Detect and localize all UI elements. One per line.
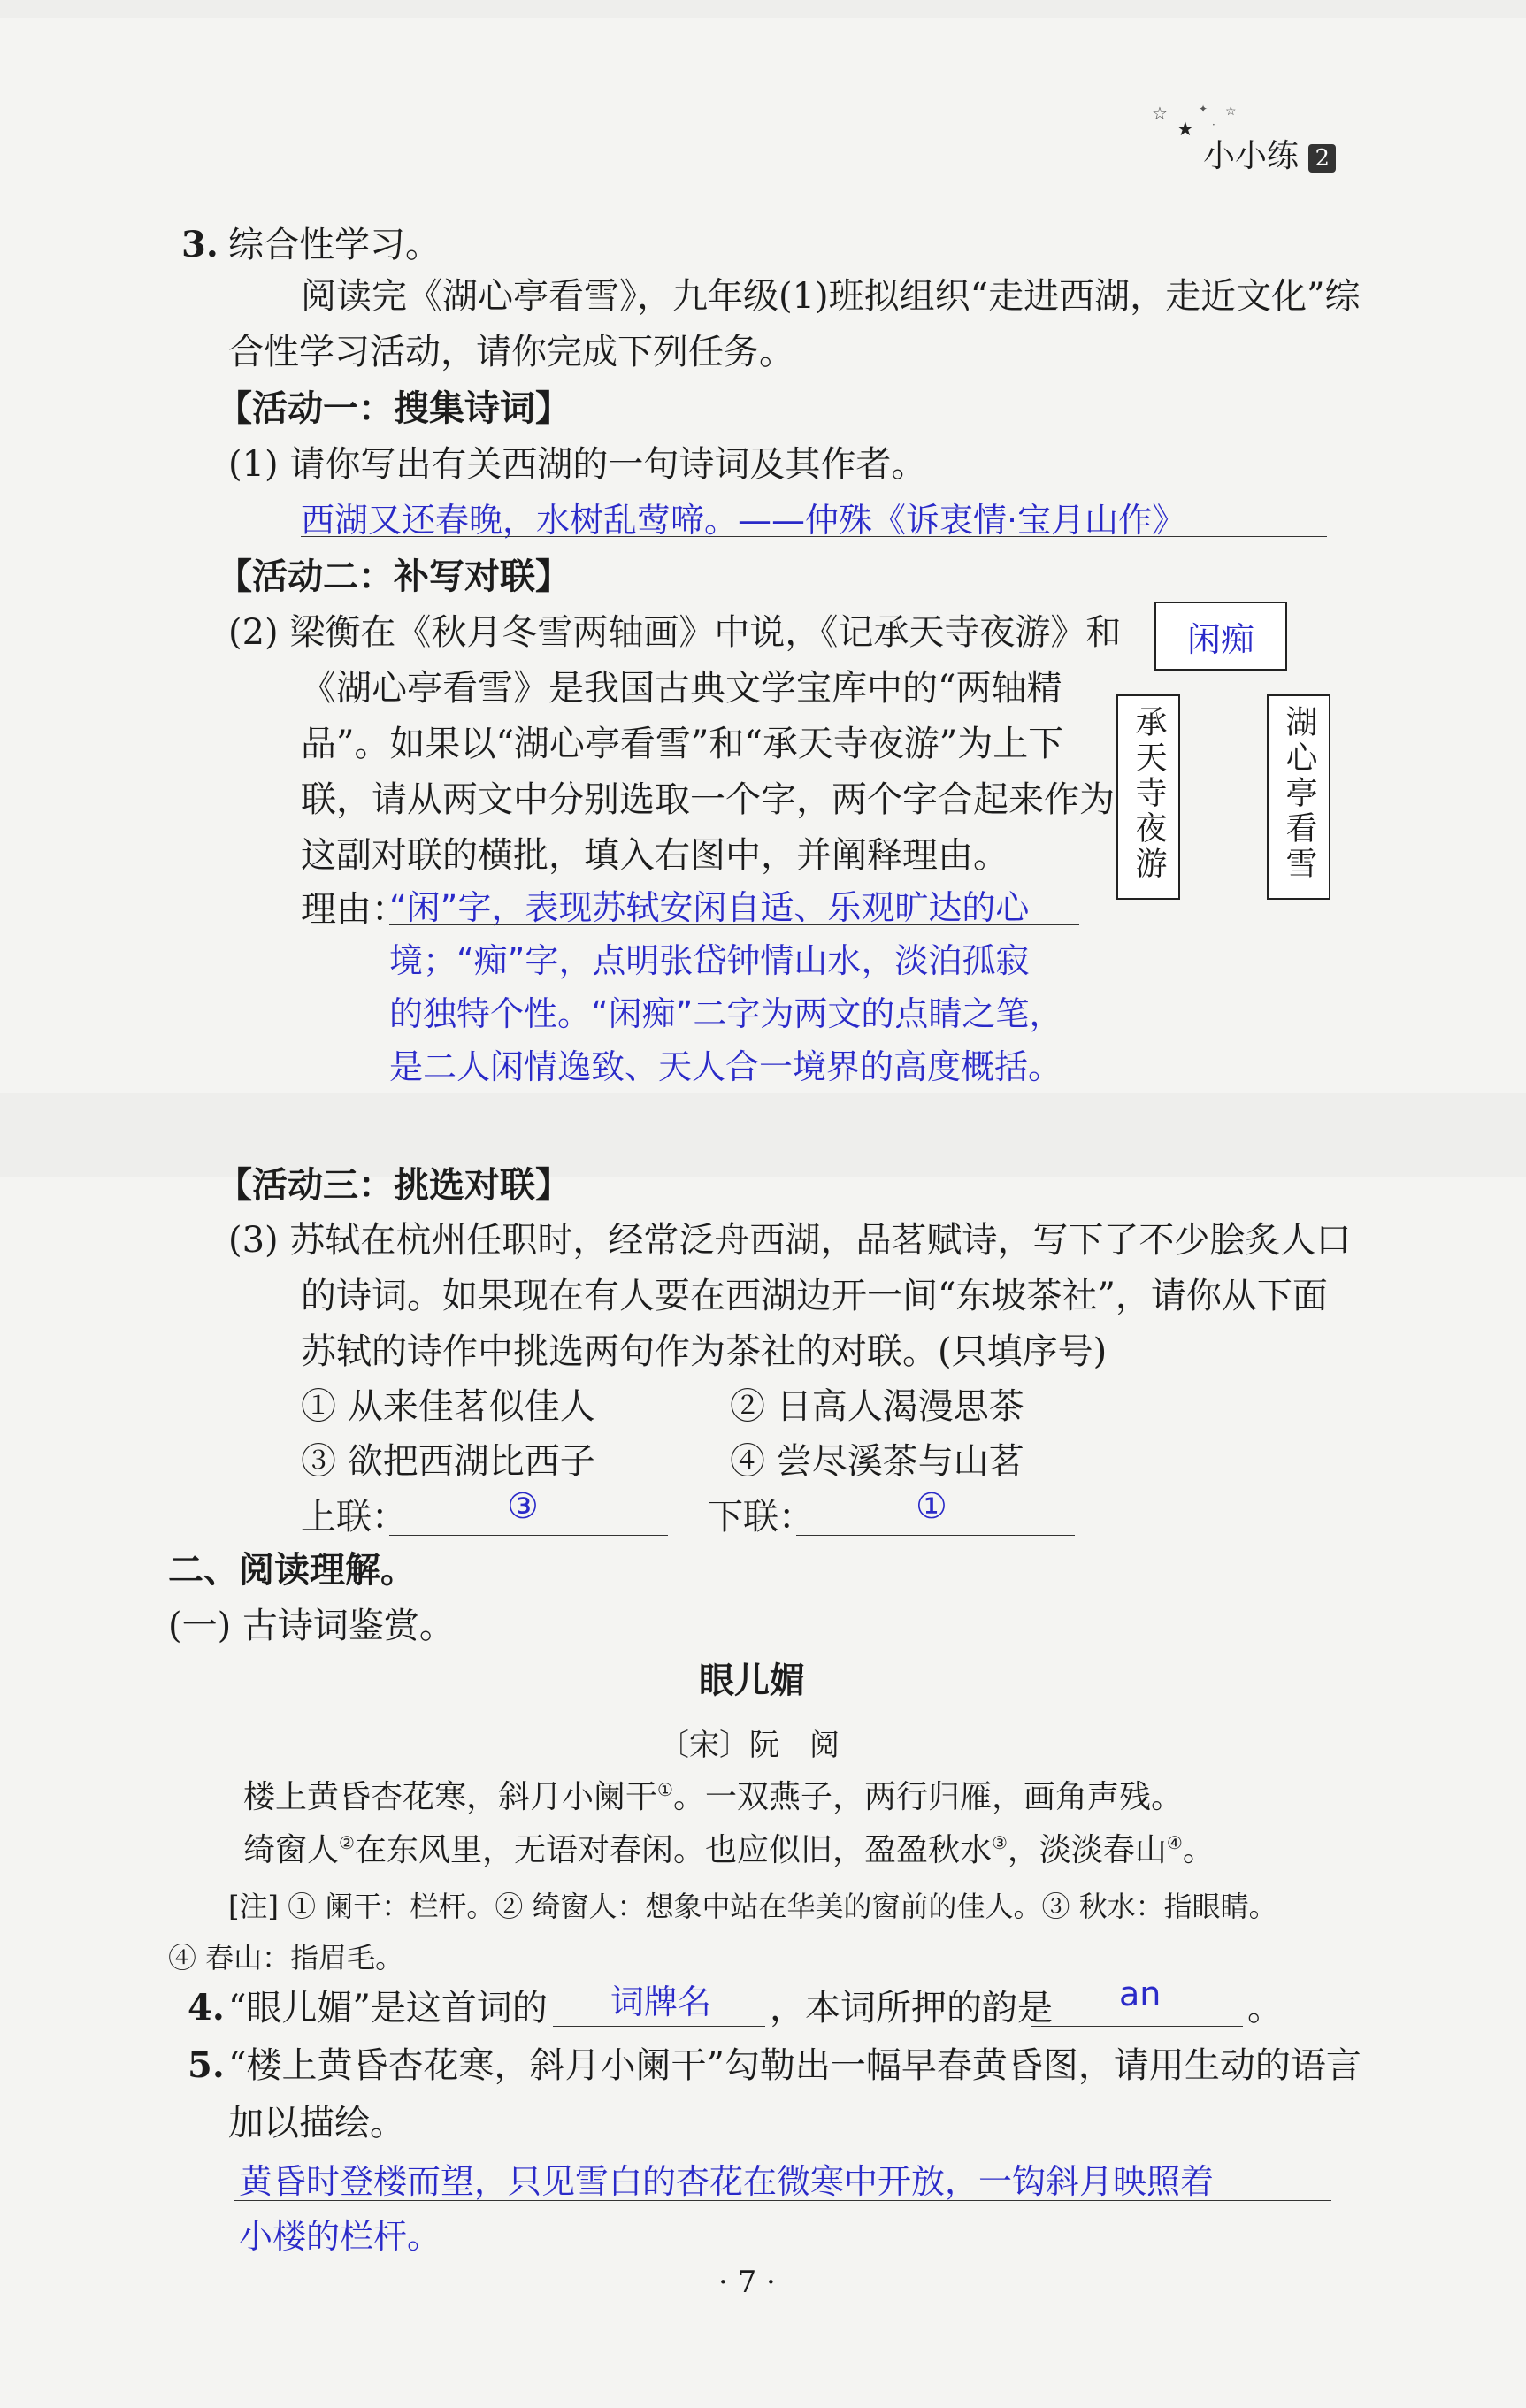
upper-couplet-answer: ③ [507,1486,539,1527]
reason-answer-line2: 境；“痴”字，点明张岱钟情山水，淡泊孤寂 [389,941,1030,980]
reason-answer-line4: 是二人闲情逸致、天人合一境界的高度概括。 [389,1047,1062,1086]
q3-title: 综合性学习。 [228,225,441,265]
reason-label: 理由： [301,889,407,930]
q4-answer-b: an [1119,1975,1162,2013]
activity3-line2: 的诗词。如果现在有人要在西湖边开一间“东坡茶社”，请你从下面 [301,1276,1328,1316]
activity2-title: 【活动二：补写对联】 [217,556,571,597]
q4-text-c: 。 [1247,1988,1283,2028]
couplet-left-scroll [1116,694,1180,900]
reason-answer-line3: 的独特个性。“闲痴”二字为两文的点睛之笔， [389,994,1063,1033]
option-2: ② 日高人渴漫思茶 [730,1386,1024,1427]
q4-text-b: ，本词所押的韵是 [770,1988,1053,2028]
svg-text:★: ★ [1177,119,1194,141]
lower-couplet-label: 下联： [708,1497,814,1538]
q4-blank-a [553,2026,765,2027]
q5-answer-line2: 小楼的栏杆。 [239,2217,441,2256]
q5-line2: 加以描绘。 [228,2103,405,2143]
activity1-prompt: (1) 请你写出有关西湖的一句诗词及其作者。 [228,444,927,485]
q5-line1: “楼上黄昏杏花寒，斜月小阑干”勾勒出一幅早春黄昏图，请用生动的语言 [228,2045,1361,2086]
activity2-line1: (2) 梁衡在《秋月冬雪两轴画》中说，《记承天寺夜游》和 [228,612,1122,653]
activity2-line5: 这副对联的横批，填入右图中，并阐释理由。 [301,835,1008,876]
reason-underline [389,924,1079,925]
q5-answer-underline [234,2200,1331,2201]
couplet-left-text: 承天寺夜游 [1131,705,1167,882]
upper-couplet-label: 上联： [301,1497,407,1538]
option-4: ④ 尝尽溪茶与山茗 [730,1441,1024,1482]
activity1-answer: 西湖又还春晚，水树乱莺啼。——仲殊《诉衷情·宝月山作》 [301,501,1186,540]
svg-text:·: · [1212,119,1215,131]
reason-answer-line1: “闲”字，表现苏轼安闲自适、乐观旷达的心 [389,888,1030,927]
svg-text:✦: ✦ [1199,103,1208,115]
activity1-answer-line [301,536,1327,537]
poem-line1: 楼上黄昏杏花寒，斜月小阑干①。一双燕子，两行归雁，画角声残。 [243,1779,1183,1815]
couplet-banner-box [1154,602,1287,671]
activity1-title: 【活动一：搜集诗词】 [217,387,571,429]
poem-author: 〔宋〕阮 阅 [659,1728,840,1763]
lower-couplet-answer: ① [916,1486,947,1527]
q4-number: 4. [188,1987,225,2028]
activity3-line1: (3) 苏轼在杭州任职时，经常泛舟西湖，品茗赋诗，写下了不少脍炙人口 [228,1220,1352,1261]
svg-text:☆: ☆ [1152,103,1168,124]
q4-answer-a: 词牌名 [610,1982,712,2021]
q4-blank-b [1031,2026,1243,2027]
activity3-line3: 苏轼的诗作中挑选两句作为茶社的对联。(只填序号) [301,1331,1108,1372]
couplet-right-scroll [1267,694,1330,900]
option-3: ③ 欲把西湖比西子 [301,1441,595,1482]
upper-couplet-line [389,1535,668,1536]
series-title: 小小练 2 [1203,131,1336,176]
poem-line2: 绮窗人②在东风里，无语对春闲。也应似旧，盈盈秋水③，淡淡春山④。 [243,1832,1215,1868]
q5-number: 5. [188,2044,225,2086]
activity2-line2: 《湖心亭看雪》是我国古典文学宝库中的“两轴精 [301,668,1062,709]
svg-text:☆: ☆ [1225,104,1237,119]
q3-intro-line1: 阅读完《湖心亭看雪》，九年级(1)班拟组织“走进西湖，走近文化”综 [301,276,1361,317]
couplet-banner-answer: 闲痴 [1186,619,1254,659]
activity2-line3: 品”。如果以“湖心亭看雪”和“承天寺夜游”为上下 [301,724,1064,764]
section2-title: 二、阅读理解。 [168,1549,416,1591]
q3-intro-line2: 合性学习活动，请你完成下列任务。 [228,332,794,372]
q5-answer-line1: 黄昏时登楼而望，只见雪白的杏花在微寒中开放，一钩斜月映照着 [239,2162,1215,2201]
q4-text-a: “眼儿媚”是这首词的 [228,1988,548,2028]
poem-notes-line1: [注] ① 阑干：栏杆。② 绮窗人：想象中站在华美的窗前的佳人。③ 秋水：指眼睛。 [228,1890,1277,1923]
activity3-title: 【活动三：挑选对联】 [217,1164,571,1206]
activity2-line4: 联，请从两文中分别选取一个字，两个字合起来作为 [301,779,1115,820]
poem-notes-line2: ④ 春山：指眉毛。 [168,1941,404,1975]
poem-title: 眼儿媚 [699,1660,805,1701]
option-1: ① 从来佳茗似佳人 [301,1386,595,1427]
page-number: · 7 · [718,2265,776,2300]
couplet-right-text: 湖心亭看雪 [1281,705,1317,882]
q3-number: 3. [181,224,219,265]
section2-subtitle: (一) 古诗词鉴赏。 [168,1606,455,1646]
lower-couplet-line [796,1535,1075,1536]
series-number-badge: 2 [1308,144,1336,173]
